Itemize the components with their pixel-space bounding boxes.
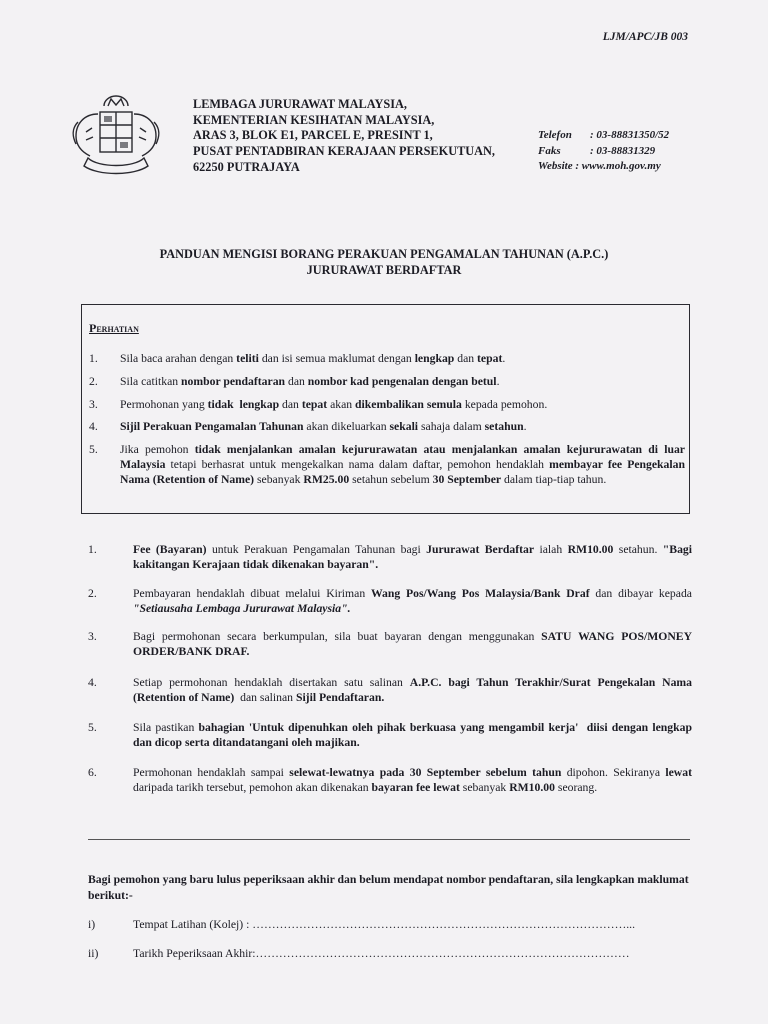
item-text: Sila baca arahan dengan teliti dan isi semua maklumat dengan lengkap dan tepat. [120,352,506,365]
address-line: ARAS 3, BLOK E1, PARCEL E, PRESINT 1, [193,128,433,143]
telefon-label: Telefon [538,129,572,141]
address-line: PUSAT PENTADBIRAN KERAJAAN PERSEKUTUAN, [193,144,495,159]
field-label: Tarikh Peperiksaan Akhir:…………………………………………………………………………………… [133,947,630,960]
section-divider [88,839,690,840]
item-number: 5. [89,443,98,456]
item-number: 6. [88,766,97,779]
field-number: ii) [88,947,99,960]
faks-label: Faks [538,144,561,157]
item-text: Permohonan hendaklah sampai selewat-lewatnya pada 30 September sebelum tahun dipohon. Sekiranya lewat daripada tarikh tersebut, pemohon akan dikenakan bayaran fee lewat sebanyak RM10.00 seorang. [133,766,692,795]
item-number: 4. [88,676,97,689]
notice-item [89,442,685,487]
item-text: Jika pemohon tidak menjalankan amalan kejururawatan atau menjalankan amalan kejururawatan di luar Malaysia tetapi berhasrat untuk mengekalkan nama dalam daftar, pemohon hendaklah membayar fee Pengekalan Nama (Retention of Name) sebanyak RM25.00 setahun sebelum 30 September dalam tiap-tiap tahun. [120,443,685,486]
notice-item [89,374,685,389]
notice-item [89,397,685,412]
item-text: Setiap permohonan hendaklah disertakan satu salinan A.P.C. bagi Tahun Terakhir/Surat Pengekalan Nama (Retention of Name) dan salinan Sijil Pendaftaran. [133,676,693,705]
instruction-item [88,765,692,795]
item-text: Sijil Perakuan Pengamalan Tahunan akan dikeluarkan sekali sahaja dalam setahun. [120,420,527,433]
notice-heading: Perhatian [89,321,139,335]
item-text: Sila pastikan bahagian 'Untuk dipenuhkan oleh pihak berkuasa yang mengambil kerja' diisi dengan lengkap dan dicop serta ditandatangani oleh majikan. [133,721,692,750]
instruction-item [88,720,692,750]
website-row [538,159,669,175]
telefon-row [538,128,669,144]
notice-box [81,304,690,514]
item-text: Sila catitkan nombor pendaftaran dan nombor kad pengenalan dengan betul. [120,375,500,388]
item-number: 4. [89,420,98,433]
bottom-intro: Bagi pemohon yang baru lulus peperiksaan akhir dan belum mendapat nombor pendaftaran, sila lengkapkan maklumat berikut:- [88,873,689,902]
notice-item [89,351,685,366]
contact-info [538,128,669,175]
address-line: LEMBAGA JURURAWAT MALAYSIA, [193,97,407,111]
website-value: Website : www.moh.gov.my [538,160,661,172]
item-text: Fee (Bayaran) untuk Perakuan Pengamalan Tahunan bagi Jururawat Berdaftar ialah RM10.00 setahun. "Bagi kakitangan Kerajaan tidak dikenakan bayaran". [133,543,693,572]
instruction-item [88,675,692,705]
organization-address [193,97,495,176]
malaysia-coat-of-arms-icon [64,92,168,182]
item-number: 3. [89,398,98,411]
title-line: PANDUAN MENGISI BORANG PERAKUAN PENGAMALAN TAHUNAN (A.P.C.) [159,247,609,261]
item-text: Pembayaran hendaklah dibuat melalui Kiriman Wang Pos/Wang Pos Malaysia/Bank Draf dan dibayar kepada "Setiausaha Lembaga Jururawat Malaysia". [133,587,692,616]
item-number: 2. [88,587,97,600]
form-field-tarikh-peperiksaan[interactable] [88,947,692,960]
item-number: 1. [89,352,98,365]
address-line: KEMENTERIAN KESIHATAN MALAYSIA, [193,112,435,127]
form-field-tempat-latihan[interactable] [88,918,692,931]
item-number: 3. [88,630,97,643]
item-text: Permohonan yang tidak lengkap dan tepat akan dikembalikan semula kepada pemohon. [120,398,548,411]
item-number: 5. [88,721,97,734]
reference-number: LJM/APC/JB 003 [602,31,688,43]
faks-row [538,144,669,160]
item-number: 2. [89,375,98,388]
faks-value: : 03-88831329 [590,144,656,157]
instruction-item [88,586,692,616]
address-line: 62250 PUTRAJAYA [193,159,300,174]
title-line: JURURAWAT BERDAFTAR [306,262,462,277]
document-title [0,247,768,278]
item-number: 1. [88,543,97,556]
field-number: i) [88,918,96,931]
telefon-value: : 03-88831350/52 [590,129,670,141]
notice-item [89,419,685,434]
instruction-item [88,542,692,572]
field-label: Tempat Latihan (Kolej) : ……………………………………………………………………………………... [133,918,636,931]
instruction-item [88,629,692,659]
item-text: Bagi permohonan secara berkumpulan, sila buat bayaran dengan menggunakan SATU WANG POS/MONEY ORDER/BANK DRAF. [133,630,693,659]
